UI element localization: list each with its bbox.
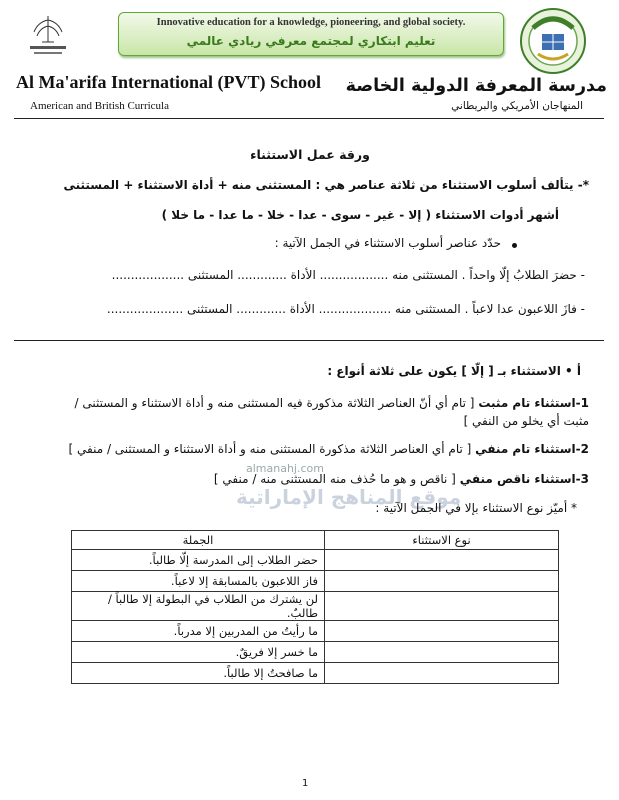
bullet-icon bbox=[512, 243, 517, 248]
table-row bbox=[72, 592, 559, 621]
type-2 bbox=[69, 442, 589, 456]
type-1 bbox=[75, 396, 589, 410]
table-row bbox=[72, 571, 559, 592]
curricula-english: American and British Curricula bbox=[30, 100, 169, 112]
header-sentence: الجملة bbox=[72, 531, 325, 550]
table-row bbox=[72, 642, 559, 663]
task-1: حدّد عناصر أسلوب الاستثناء في الجمل الآتية : bbox=[274, 236, 501, 250]
watermark-url: almanahj.com bbox=[246, 462, 324, 475]
sentence-cell: ما رأيتُ من المدربين إلا مدرباً. bbox=[72, 621, 325, 642]
motto-english: Innovative education for a knowledge, pioneering, and global society. bbox=[156, 17, 466, 28]
worksheet-title: ورقة عمل الاستثناء bbox=[250, 147, 370, 162]
answer-cell[interactable] bbox=[325, 571, 559, 592]
sentence-cell: لن يشترك من الطلاب في البطولة إلا طالباً / طالبٌ. bbox=[72, 592, 325, 621]
sentence-cell: فاز اللاعبون بالمسابقة إلا لاعباً. bbox=[72, 571, 325, 592]
type-1-label: 1-استثناء تام مثبت bbox=[478, 396, 589, 410]
answer-cell[interactable] bbox=[325, 550, 559, 571]
type-1-text: [ تام أي أنّ العناصر الثلاثة مذكورة فيه المستثنى منه و أداة الاستثناء و المستثنى / bbox=[74, 396, 475, 410]
left-logo bbox=[22, 12, 74, 60]
type-1-text-2: مثبت أي يخلو من النفي ] bbox=[463, 414, 589, 428]
sentence-cell: ما خسر إلا فريقٌ. bbox=[72, 642, 325, 663]
answer-cell[interactable] bbox=[325, 642, 559, 663]
intro-line-1: *- يتألف أسلوب الاستثناء من ثلاثة عناصر هي : المستثنى منه + أداة الاستثناء + المستثنى bbox=[63, 178, 589, 192]
intro-line-2: أشهر أدوات الاستثناء ( إلا - غير - سوى - عدا - خلا - ما عدا - ما خلا ) bbox=[161, 208, 559, 222]
table-row bbox=[72, 663, 559, 684]
type-2-label: 2-استثناء تام منفي bbox=[475, 442, 589, 456]
exercise-2: - فازَ اللاعبون عدا لاعباً . المستثنى منه ................... الأداة ............. المستثنى .................... bbox=[106, 302, 585, 316]
curricula-arabic: المنهاجان الأمريكي والبريطاني bbox=[451, 100, 583, 112]
answer-cell[interactable] bbox=[325, 663, 559, 684]
types-heading: أ • الاستثناء بـ [ إلّا ] يكون على ثلاثة أنواع : bbox=[327, 364, 581, 378]
type-3-text: [ ناقص و هو ما حُذف منه المستثنى منه / منفي ] bbox=[213, 472, 456, 486]
page-number: 1 bbox=[302, 778, 309, 789]
header-exception-type: نوع الاستثناء bbox=[325, 531, 559, 550]
task-2: * أميّز نوع الاستثناء بإلا في الجمل الآتية : bbox=[375, 501, 577, 515]
exception-types-table bbox=[71, 530, 559, 684]
type-3-label: 3-استثناء ناقص منفي bbox=[459, 472, 589, 486]
table-header-row bbox=[72, 531, 559, 550]
school-name-arabic: مدرسة المعرفة الدولية الخاصة bbox=[345, 76, 607, 96]
table-row bbox=[72, 621, 559, 642]
type-3 bbox=[214, 472, 589, 486]
school-logo bbox=[516, 6, 590, 76]
table-row bbox=[72, 550, 559, 571]
school-name-english: Al Ma'arifa International (PVT) School bbox=[16, 72, 321, 92]
watermark-logo: موقع المناهج الإماراتية bbox=[236, 485, 462, 509]
type-2-text: [ تام أي العناصر الثلاثة مذكورة المستثنى منه و أداة الاستثناء و المستثنى / منفي ] bbox=[68, 442, 472, 456]
exercise-1: - حضرَ الطلابُ إلّا واحداً . المستثنى منه .................. الأداة ............. المستثنى ................... bbox=[111, 268, 585, 282]
sentence-cell: ما صافحتُ إلا طالباً. bbox=[72, 663, 325, 684]
answer-cell[interactable] bbox=[325, 592, 559, 621]
section-divider bbox=[14, 340, 604, 341]
motto-banner bbox=[118, 12, 504, 56]
motto-arabic: تعليم ابتكاري لمجتمع معرفي ريادي عالمي bbox=[186, 34, 436, 48]
header-divider bbox=[14, 118, 604, 119]
answer-cell[interactable] bbox=[325, 621, 559, 642]
sentence-cell: حضر الطلاب إلى المدرسة إلّا طالباً. bbox=[72, 550, 325, 571]
